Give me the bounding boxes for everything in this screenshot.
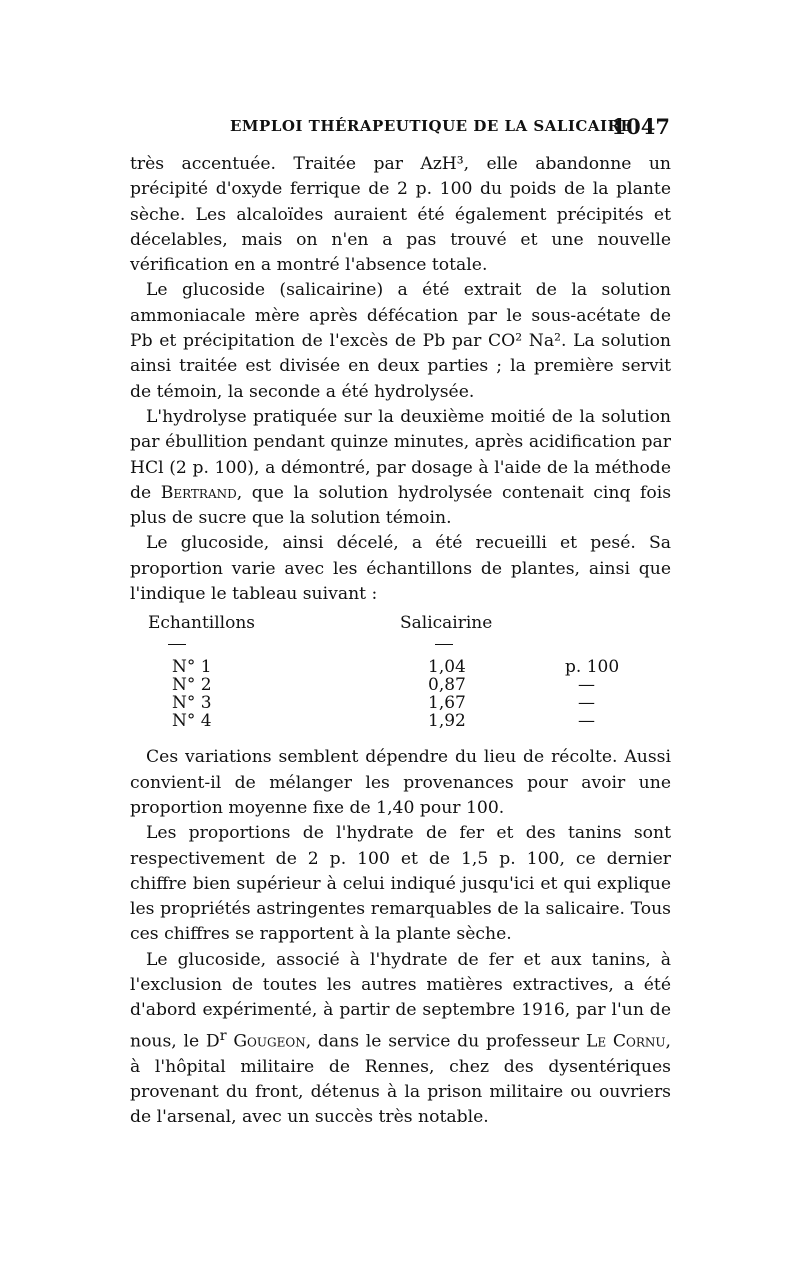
page-number: 1047 <box>611 114 670 139</box>
salicairine-table <box>130 611 671 739</box>
paragraph-6: Les proportions de l'hydrate de fer et des tanins sont respectivement de 2 p. 100 et de 1,5 p. 100, ce dernier chiffre bien supérieur à celui indiqué jusqu'ici et qui explique les propriétés astringentes remarquables de la salicaire. Tous ces chiffres se rapportent à la plante sèche. <box>130 823 671 945</box>
paragraph-3 <box>130 405 671 531</box>
table-cell-sample: N° 4 <box>172 711 212 732</box>
table-cell-sample: N° 1 <box>172 657 212 678</box>
author-name-le-cornu: Le Cornu <box>585 1031 666 1052</box>
running-title: EMPLOI THÉRAPEUTIQUE DE LA SALICAIRE <box>230 117 633 135</box>
doctor-abbrev-superscript: r <box>219 1027 227 1044</box>
table-cell-ditto: — <box>578 693 595 714</box>
table-cell-sample: N° 3 <box>172 693 212 714</box>
page-header <box>130 115 670 139</box>
author-name-bertrand: Bertrand <box>160 482 237 503</box>
table-header-salicairine: Salicairine <box>400 613 493 634</box>
header-rule-echantillons <box>168 644 186 645</box>
paragraph-3-text-a: L'hydrolyse pratiquée sur la deuxième moitié de la solution par ébullition pendant quinze minutes, après acidification par HCl (2 p. 100), a démontré, par dosage à l'aide de la méthode de <box>130 406 671 503</box>
paragraph-2: Le glucoside (salicairine) a été extrait de la solution ammoniacale mère après défécation par le sous-acétate de Pb et précipitation de l'excès de Pb par CO² Na². La solution ainsi traitée est divisée en deux parties ; la première servit de témoin, la seconde a été hydrolysée. <box>130 280 671 402</box>
table-cell-sample: N° 2 <box>172 675 212 696</box>
paragraph-7-text-c: , à l'hôpital militaire de Rennes, chez des dysentériques provenant du front, détenus à la prison militaire ou ouvriers de l'arsenal, avec un succès très notable. <box>130 1031 671 1128</box>
header-rule-salicairine <box>435 644 453 645</box>
table-header-echantillons: Echantillons <box>148 613 256 634</box>
table-cell-value: 0,87 <box>428 675 466 696</box>
author-name-gougeon: Gougeon <box>233 1031 306 1052</box>
table-cell-value: 1,92 <box>428 711 466 732</box>
table-cell-ditto: — <box>578 675 595 696</box>
table-cell-value: 1,67 <box>428 693 466 714</box>
paragraph-5: Ces variations semblent dépendre du lieu de récolte. Aussi convient-il de mélanger les provenances pour avoir une proportion moyenne fixe de 1,40 pour 100. <box>130 747 671 818</box>
paragraph-4: Le glucoside, ainsi décelé, a été recueilli et pesé. Sa proportion varie avec les échantillons de plantes, ainsi que l'indique le tableau suivant : <box>130 533 671 605</box>
table-cell-unit: p. 100 <box>565 657 620 678</box>
paragraph-3-text-b: , que la solution hydrolysée contenait cinq fois plus de sucre que la solution témoin. <box>130 482 672 529</box>
paragraph-7-text-b: , dans le service du professeur <box>305 1031 586 1052</box>
table-cell-value: 1,04 <box>428 657 466 678</box>
table-cell-ditto: — <box>578 711 595 732</box>
paragraph-7 <box>130 948 671 1131</box>
body-text <box>130 152 671 1131</box>
paragraph-1: très accentuée. Traitée par AzH³, elle abandonne un précipité d'oxyde ferrique de 2 p. 100 du poids de la plante sèche. Les alcaloïdes auraient été également précipités et décelables, mais on n'en a pas trouvé et une nouvelle vérification en a montré l'absence totale. <box>130 154 671 276</box>
paragraph-7-text-a: Le glucoside, associé à l'hydrate de fer et aux tanins, à l'exclusion de toutes les autres matières extractives, a été d'abord expérimenté, à partir de septembre 1916, par l'un de nous, le D <box>130 949 671 1052</box>
